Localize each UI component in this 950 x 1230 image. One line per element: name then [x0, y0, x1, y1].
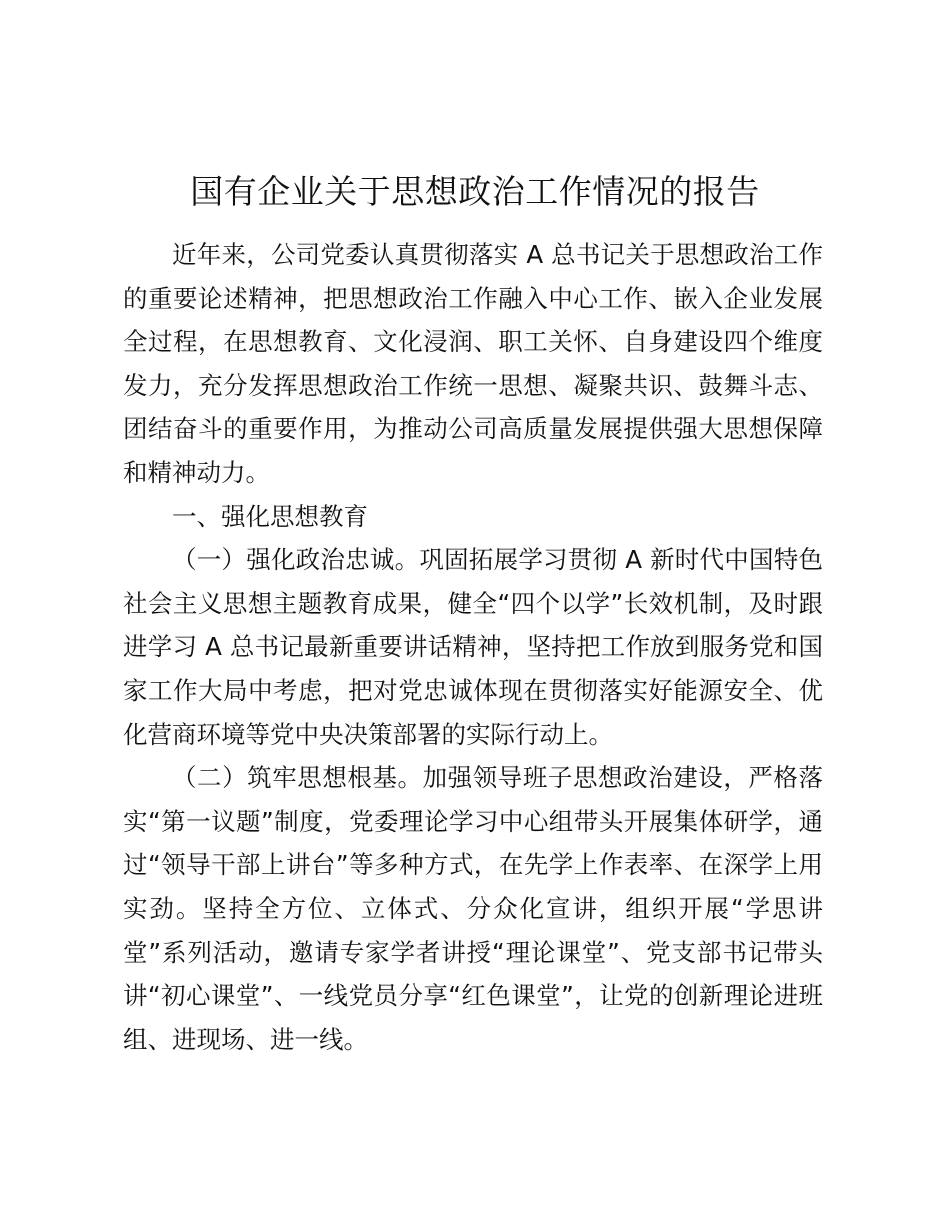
document-body	[123, 233, 823, 1061]
section-paragraph-1: （一）强化政治忠诚。巩固拓展学习贯彻 A 新时代中国特色社会主义思想主题教育成果，健全“四个以学”长效机制，及时跟进学习 A 总书记最新重要讲话精神，坚持把工作放到服务党和国家工作大局中考虑，把对党忠诚体现在贯彻落实好能源安全、优化营商环境等党中央决策部署的实际行动上。	[123, 545, 823, 749]
intro-paragraph: 近年来，公司党委认真贯彻落实 A 总书记关于思想政治工作的重要论述精神，把思想政治工作融入中心工作、嵌入企业发展全过程，在思想教育、文化浸润、职工关怀、自身建设四个维度发力，充分发挥思想政治工作统一思想、凝聚共识、鼓舞斗志、团结奋斗的重要作用，为推动公司高质量发展提供强大思想保障和精神动力。	[123, 240, 823, 487]
document-title: 国有企业关于思想政治工作情况的报告	[190, 172, 760, 211]
section-heading: 一、强化思想教育	[172, 501, 368, 531]
section-paragraph-2: （二）筑牢思想根基。加强领导班子思想政治建设，严格落实“第一议题”制度，党委理论学习中心组带头开展集体研学，通过“领导干部上讲台”等多种方式，在先学上作表率、在深学上用实劲。坚持全方位、立体式、分众化宣讲，组织开展“学思讲堂”系列活动，邀请专家学者讲授“理论课堂”、党支部书记带头讲“初心课堂”、一线党员分享“红色课堂”，让党的创新理论进班组、进现场、进一线。	[123, 763, 823, 1054]
